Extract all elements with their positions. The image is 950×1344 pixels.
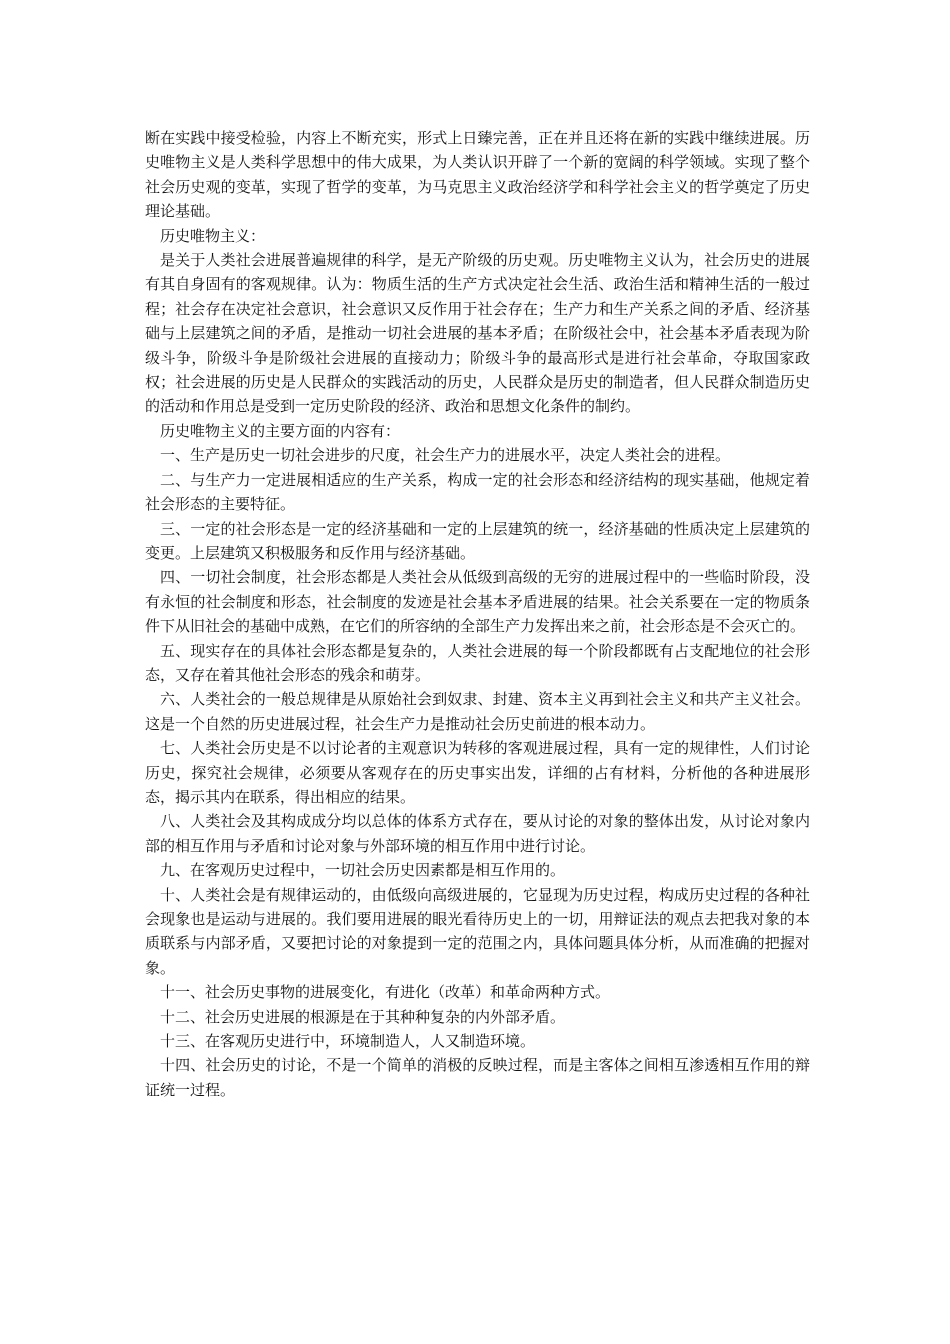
list-item-12: 十二、社会历史进展的根源是在于其种种复杂的内外部矛盾。 bbox=[160, 1007, 566, 1026]
list-item-5: 五、现实存在的具体社会形态都是复杂的，人类社会进展的每一个阶段都既有占支配地位的社会形态，又存在着其他社会形态的残余和萌芽。 bbox=[145, 641, 810, 684]
paragraph-definition: 是关于人类社会进展普遍规律的科学，是无产阶级的历史观。历史唯物主义认为，社会历史的进展有其自身固有的客观规律。认为：物质生活的生产方式决定社会生活、政治生活和精神生活的一般过程；社会存在决定社会意识，社会意识又反作用于社会存在；生产力和生产关系之间的矛盾、经济基础与上层建筑之间的矛盾，是推动一切社会进展的基本矛盾；在阶级社会中，社会基本矛盾表现为阶级斗争，阶级斗争是阶级社会进展的直接动力；阶级斗争的最高形式是进行社会革命，夺取国家政权；社会进展的历史是人民群众的实践活动的历史，人民群众是历史的制造者，但人民群众制造历史的活动和作用总是受到一定历史阶段的经济、政治和思想文化条件的制约。 bbox=[145, 251, 810, 416]
list-item-11: 十一、社会历史事物的进展变化，有进化（改革）和革命两种方式。 bbox=[160, 983, 611, 1002]
list-item-7: 七、人类社会历史是不以讨论者的主观意识为转移的客观进展过程，具有一定的规律性，人们讨论历史，探究社会规律，必须要从客观存在的历史事实出发，详细的占有材料，分析他的各种进展形态，揭示其内在联系，得出相应的结果。 bbox=[145, 739, 810, 806]
paragraph-continuation: 断在实践中接受检验，内容上不断充实，形式上日臻完善，正在并且还将在新的实践中继续进展。历史唯物主义是人类科学思想中的伟大成果，为人类认识开辟了一个新的宽阔的科学领域。实现了整个社会历史观的变革，实现了哲学的变革，为马克思主义政治经济学和科学社会主义的哲学奠定了历史理论基础。 bbox=[145, 129, 810, 221]
list-item-14: 十四、社会历史的讨论，不是一个简单的消极的反映过程，而是主客体之间相互渗透相互作用的辩证统一过程。 bbox=[145, 1056, 810, 1099]
document-body bbox=[145, 126, 810, 1102]
list-item-10: 十、人类社会是有规律运动的，由低级向高级进展的，它显现为历史过程，构成历史过程的各种社会现象也是运动与进展的。我们要用进展的眼光看待历史上的一切，用辩证法的观点去把我对象的本质联系与内部矛盾，又要把讨论的对象提到一定的范围之内，具体问题具体分析，从而准确的把握对象。 bbox=[145, 885, 810, 977]
section-heading-historical-materialism: 历史唯物主义： bbox=[160, 226, 266, 245]
section-heading-main-contents: 历史唯物主义的主要方面的内容有： bbox=[160, 421, 401, 440]
list-item-6: 六、人类社会的一般总规律是从原始社会到奴隶、封建、资本主义再到社会主义和共产主义社会。这是一个自然的历史进展过程，社会生产力是推动社会历史前进的根本动力。 bbox=[145, 690, 810, 733]
list-item-13: 十三、在客观历史进行中，环境制造人，人又制造环境。 bbox=[160, 1032, 536, 1051]
list-item-1: 一、生产是历史一切社会进步的尺度，社会生产力的进展水平，决定人类社会的进程。 bbox=[160, 446, 731, 465]
list-item-2: 二、与生产力一定进展相适应的生产关系，构成一定的社会形态和经济结构的现实基础，他规定着社会形态的主要特征。 bbox=[145, 470, 810, 514]
list-item-9: 九、在客观历史过程中，一切社会历史因素都是相互作用的。 bbox=[160, 861, 566, 880]
list-item-4: 四、一切社会制度，社会形态都是人类社会从低级到高级的无穷的进展过程中的一些临时阶段，没有永恒的社会制度和形态，社会制度的发迹是社会基本矛盾进展的结果。社会关系要在一定的物质条件下从旧社会的基础中成熟，在它们的所容纳的全部生产力发挥出来之前，社会形态是不会灭亡的。 bbox=[145, 568, 810, 636]
list-item-8: 八、人类社会及其构成成分均以总体的体系方式存在，要从讨论的对象的整体出发，从讨论对象内部的相互作用与矛盾和讨论对象与外部环境的相互作用中进行讨论。 bbox=[145, 812, 810, 855]
list-item-3: 三、一定的社会形态是一定的经济基础和一定的上层建筑的统一，经济基础的性质决定上层建筑的变更。上层建筑又积极服务和反作用与经济基础。 bbox=[145, 519, 810, 562]
